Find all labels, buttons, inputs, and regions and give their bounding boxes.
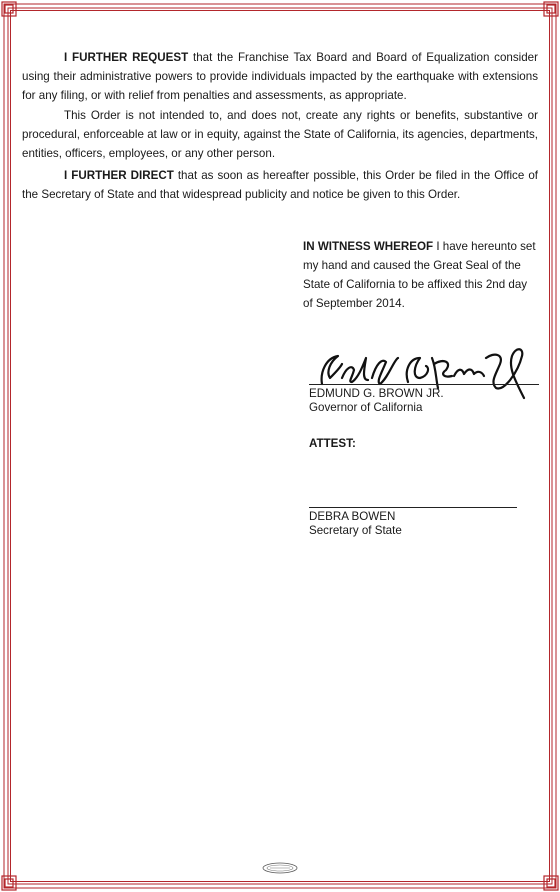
further-direct-paragraph — [22, 166, 538, 204]
secretary-title: Secretary of State — [309, 524, 402, 537]
governor-title: Governor of California — [309, 401, 423, 414]
witness-clause — [303, 237, 539, 313]
union-bug-emblem — [261, 862, 299, 874]
further-direct-lead: I FURTHER DIRECT — [64, 169, 174, 182]
witness-lead: IN WITNESS WHEREOF — [303, 240, 434, 253]
governor-signature-line — [309, 384, 539, 385]
further-direct-body: that as soon as hereafter possible, this Order be filed in the Office of the Secretary of State and that widespread publicity and notice be given to this Order. — [22, 169, 538, 201]
order-disclaimer-body: This Order is not intended to, and does not, create any rights or benefits, substantive or procedural, enforceable at law or in equity, against the State of California, its agencies, departments, entities, officers, employees, or any other person. — [22, 109, 538, 160]
witness-body: I have hereunto set my hand and caused the Great Seal of the State of California to be affixed this 2nd day of September 2014. — [303, 240, 536, 310]
governor-name: EDMUND G. BROWN JR. — [309, 387, 444, 400]
further-request-lead: I FURTHER REQUEST — [64, 51, 189, 64]
signature-text: Edmund G. Brown — [312, 338, 321, 339]
further-request-paragraph — [22, 48, 538, 105]
further-request-body: that the Franchise Tax Board and Board of Equalization consider using their administrative powers to provide individuals impacted by the earthquake with extensions for any filing, or with relief from penalties and assessments, as appropriate. — [22, 51, 538, 102]
order-disclaimer-paragraph — [22, 106, 538, 163]
secretary-signature-line — [309, 507, 517, 508]
attest-label: ATTEST: — [309, 437, 356, 450]
secretary-name: DEBRA BOWEN — [309, 510, 396, 523]
